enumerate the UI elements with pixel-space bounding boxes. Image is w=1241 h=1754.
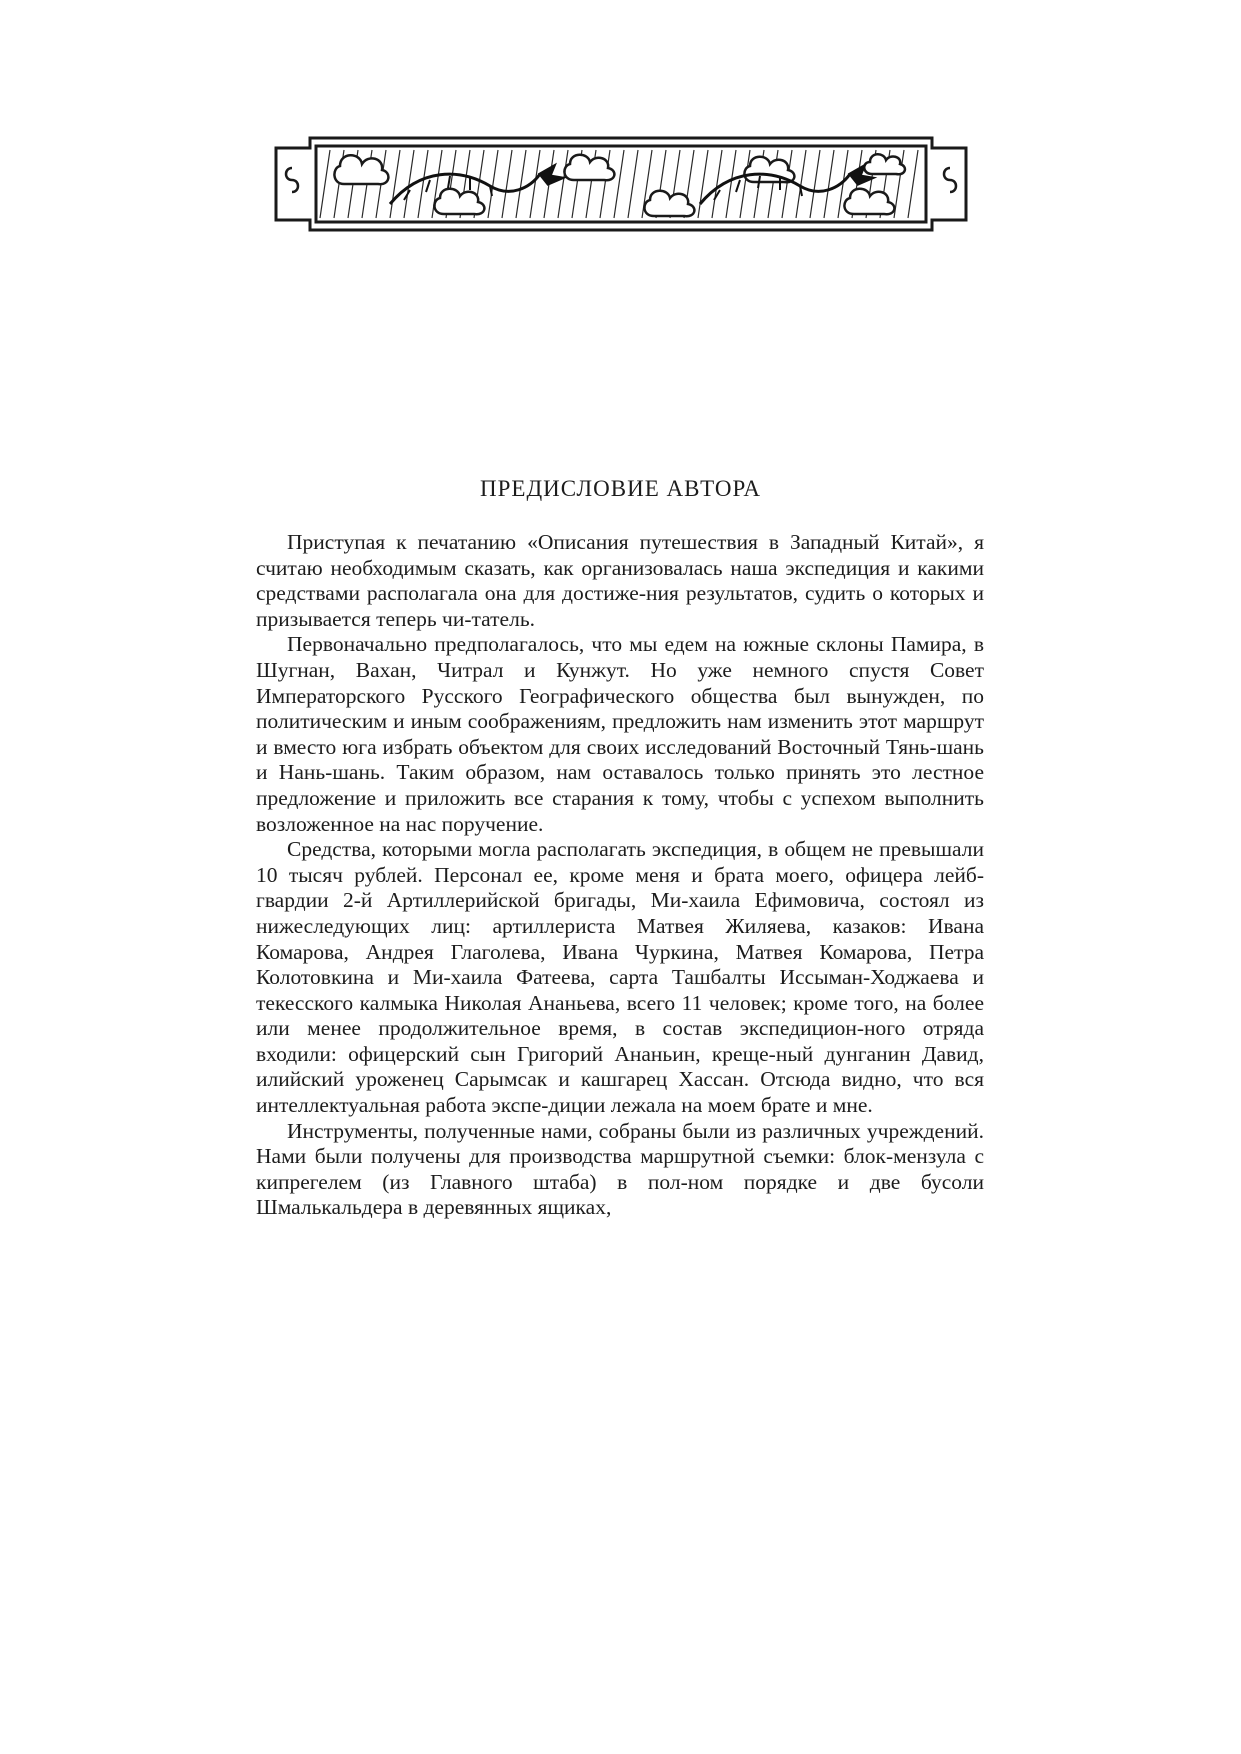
paragraph: Первоначально предполагалось, что мы едем на южные склоны Памира, в Шугнан, Вахан, Читрал и Кунжут. Но уже немного спустя Совет Императорского Русского Географического общества был вынужден, по политическим и иным соображениям, предложить нам изменить этот маршрут и вместо юга избрать объектом для своих исследований Восточный Тянь-шань и Нань-шань. Таким образом, нам оставалось только принять это лестное предложение и приложить все старания к тому, чтобы с успехом выполнить возложенное на нас поручение. xyxy=(256,632,984,836)
dragon-cloud-ornament-icon xyxy=(270,128,972,240)
header-ornament xyxy=(270,128,972,240)
paragraph: Средства, которыми могла располагать экспедиция, в общем не превышали 10 тысяч рублей. Персонал ее, кроме меня и брата моего, офицера лейб-гвардии 2-й Артиллерийской бригады, Ми-хаила Ефимовича, состоял из нижеследующих лиц: артиллериста Матвея Жиляева, казаков: Ивана Комарова, Андрея Глаголева, Ивана Чуркина, Матвея Комарова, Петра Колотовкина и Ми-хаила Фатеева, сарта Ташбалты Иссыман-Ходжаева и текесского калмыка Николая Ананьева, всего 11 человек; кроме того, на более или менее продолжительное время, в состав экспедицион-ного отряда входили: офицерский сын Григорий Ананьин, креще-ный дунганин Давид, илийский уроженец Сарымсак и кашгарец Хассан. Отсюда видно, что вся интеллектуальная работа экспе-диции лежала на моем брате и мне. xyxy=(256,837,984,1118)
page-title: ПРЕДИСЛОВИЕ АВТОРА xyxy=(480,476,761,501)
paragraph: Инструменты, полученные нами, собраны были из различных учреждений. Нами были получены для производства маршрутной съемки: блок-мензула с кипрегелем (из Главного штаба) в пол-ном порядке и две бусоли Шмалькальдера в деревянных ящиках, xyxy=(256,1118,984,1220)
paragraph: Приступая к печатанию «Описания путешествия в Западный Китай», я считаю необходимым сказать, как организовалась наша экспедиция и какими средствами располагала она для достиже-ния результатов, судить о которых и призывается теперь чи-татель. xyxy=(256,530,984,631)
body-text xyxy=(256,530,984,1221)
